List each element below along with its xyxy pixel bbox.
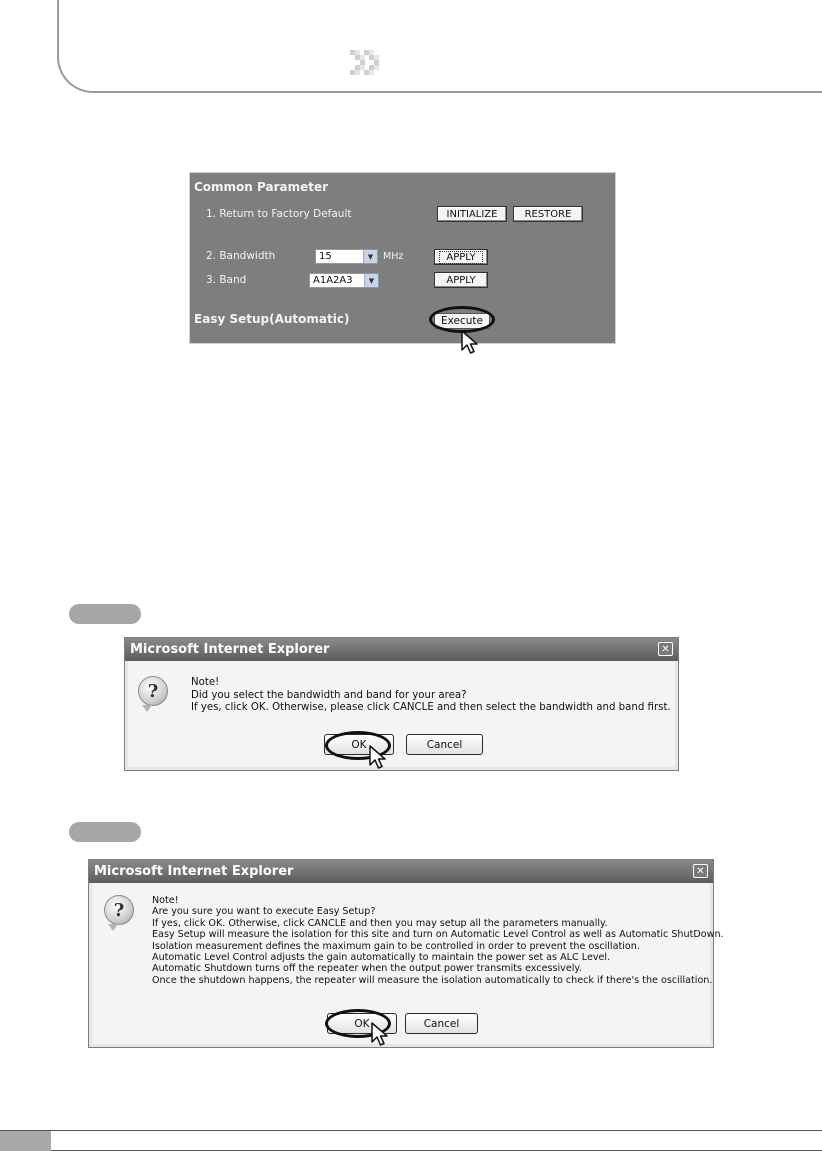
- message-line: Automatic Level Control adjusts the gain automatically to maintain the power set as ALC Level.: [152, 952, 611, 964]
- message-line: Note!: [152, 895, 179, 906]
- question-icon: ?: [104, 895, 134, 925]
- bandwidth-apply-label: APPLY: [440, 252, 481, 263]
- band-apply-button[interactable]: APPLY: [434, 272, 488, 288]
- message-line: Are you sure you want to execute Easy Setup?: [152, 906, 376, 918]
- question-icon-tail: [142, 705, 152, 712]
- message-line: If yes, click OK. Otherwise, click CANCLE and then you may setup all the parameters manually.: [152, 917, 608, 929]
- initialize-button[interactable]: INITIALIZE: [437, 206, 507, 222]
- dialog-message: [152, 895, 724, 986]
- footer-rule: [0, 1130, 822, 1131]
- common-parameter-panel: [189, 172, 616, 344]
- chevron-down-icon[interactable]: ▼: [364, 274, 378, 287]
- dialog-body: [92, 883, 724, 1044]
- footer-page-tab: [0, 1131, 51, 1151]
- step-pill-1: [69, 604, 141, 624]
- close-icon[interactable]: ✕: [658, 642, 673, 656]
- factory-default-label: 1. Return to Factory Default: [206, 208, 352, 220]
- message-line: If yes, click OK. Otherwise, please click CANCLE and then select the bandwidth and band first.: [191, 702, 671, 714]
- confirm-dialog-1: [124, 637, 679, 771]
- dialog-titlebar: [125, 638, 678, 661]
- cancel-button[interactable]: Cancel: [406, 734, 483, 755]
- bandwidth-select[interactable]: [315, 249, 378, 264]
- message-line: Did you select the bandwidth and band for your area?: [191, 689, 467, 701]
- message-line: Isolation measurement defines the maximum gain to be controlled in order to prevent the oscillation.: [152, 940, 640, 952]
- close-icon[interactable]: ✕: [693, 864, 708, 878]
- header-frame: [57, 0, 822, 93]
- question-icon-tail: [108, 924, 118, 931]
- message-line: Automatic Shutdown turns off the repeater when the output power transmits excessively.: [152, 963, 582, 975]
- dialog-title: Microsoft Internet Explorer: [94, 864, 294, 879]
- dialog-message: [191, 677, 671, 715]
- ok-button[interactable]: OK: [324, 734, 394, 755]
- dialog-title: Microsoft Internet Explorer: [130, 642, 330, 657]
- dialog-titlebar: [89, 860, 713, 883]
- execute-button[interactable]: Execute: [434, 313, 490, 329]
- question-icon: ?: [138, 676, 168, 706]
- band-label: 3. Band: [206, 274, 247, 286]
- double-chevron-icon: [350, 50, 386, 78]
- band-value: A1A2A3: [313, 275, 353, 286]
- step-pill-2: [69, 822, 141, 842]
- bandwidth-label: 2. Bandwidth: [206, 250, 276, 262]
- message-line: Easy Setup will measure the isolation for this site and turn on Automatic Level Control as well as Automatic ShutDown.: [152, 929, 724, 941]
- message-line: Once the shutdown happens, the repeater will measure the isolation automatically to check if there's the oscillation.: [152, 974, 713, 986]
- band-select[interactable]: [309, 273, 379, 288]
- message-line: Note!: [191, 677, 220, 688]
- cancel-button[interactable]: Cancel: [405, 1013, 478, 1034]
- ok-button[interactable]: OK: [327, 1013, 397, 1034]
- bandwidth-apply-button[interactable]: [434, 249, 488, 265]
- restore-button[interactable]: RESTORE: [513, 206, 583, 222]
- confirm-dialog-2: [88, 859, 724, 1048]
- chevron-down-icon[interactable]: ▼: [363, 250, 377, 263]
- panel-title: Common Parameter: [194, 180, 329, 194]
- easy-setup-label: Easy Setup(Automatic): [194, 312, 350, 326]
- bandwidth-value: 15: [319, 251, 332, 262]
- bandwidth-unit: MHz: [383, 251, 404, 262]
- dialog-body: [128, 661, 675, 767]
